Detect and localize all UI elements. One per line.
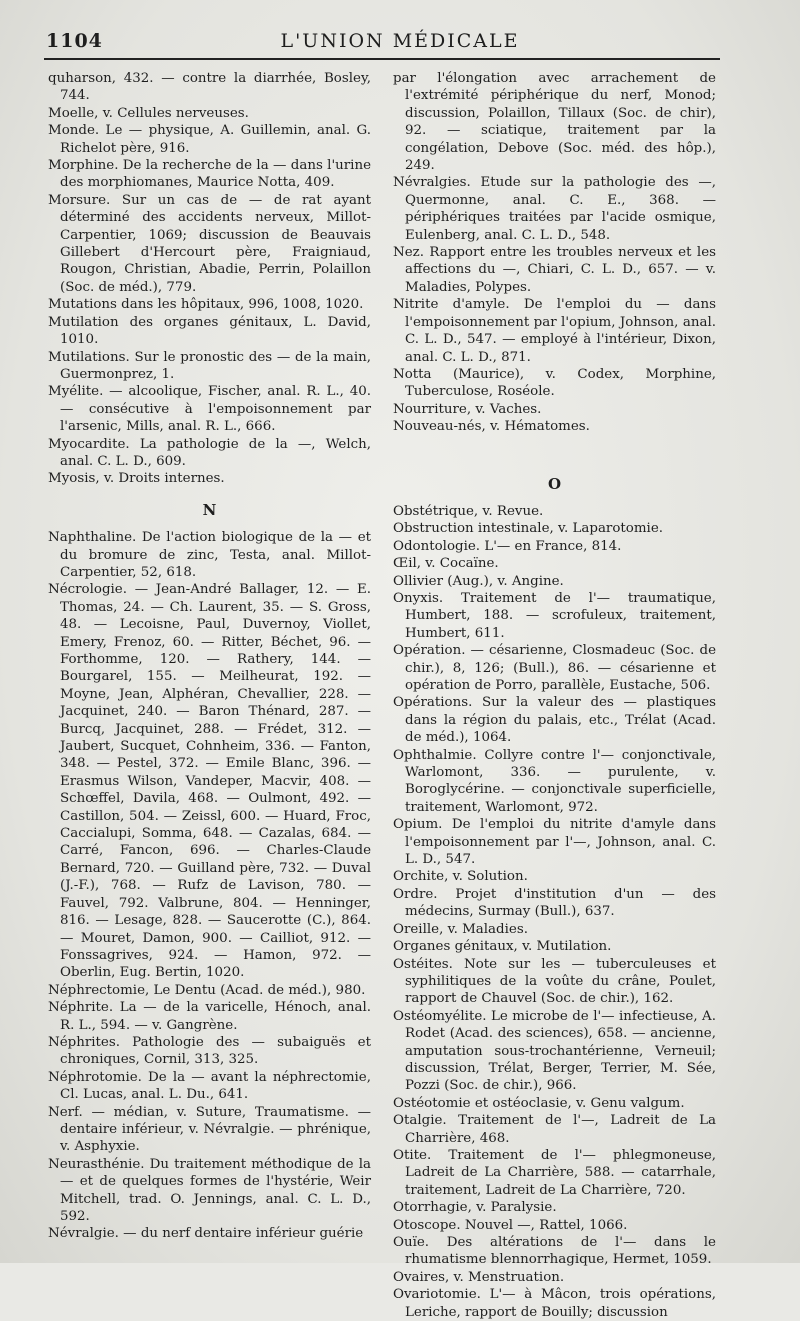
index-entry: Néphrectomie, Le Dentu (Acad. de méd.), 980. — [48, 982, 366, 998]
index-entry: Œil, v. Cocaïne. — [393, 556, 499, 572]
index-entry: Névralgies. Etude sur la pathologie des —, Quermonne, anal. C. E., 368. — périphériques traitées par l'acide osmique, Eulenberg, anal. C. L. D., 548. — [393, 175, 716, 243]
index-entry: Naphthaline. De l'action biologique de la — et du bromure de zinc, Testa, anal. Millot-Carpentier, 52, 618. — [48, 530, 371, 580]
section-letter-n: N — [202, 500, 217, 519]
index-entry: Mutilation des organes génitaux, L. David, 1010. — [48, 314, 371, 348]
index-entry: Mutilations. Sur le pronostic des — de la main, Guermonprez, 1. — [48, 349, 371, 382]
index-entry: Otite. Traitement de l'— phlegmoneuse, Ladreit de La Charrière, 588. — catarrhale, traitement, Ladreit de La Charrière, 720. — [393, 1147, 716, 1198]
index-entry: Nitrite d'amyle. De l'emploi du — dans l'empoisonnement par l'opium, Johnson, anal. C. L. D., 547. — employé à l'intérieur, Dixon, anal. C. L. D., 871. — [393, 297, 716, 365]
index-entry: Ostéotomie et ostéoclasie, v. Genu valgum. — [393, 1095, 685, 1111]
index-entry: Oreille, v. Maladies. — [393, 921, 528, 937]
index-entry: Nécrologie. — Jean-André Ballager, 12. — E. Thomas, 24. — Ch. Laurent, 35. — S. Gross, 48. — Lecoisne, Paul, Duvernoy, Viollet, Emery, Frenoz, 60. — Ritter, Béchet, 96. — Forthomme, 120. — Rathery, 144. — Bourgarel, 155. — Meilheurat, 192. — Moyne, Jean, Alphéran, Chevallier, 228. — Jacquinet, 240. — Baron Thénard, 287. — Burcq, Jacquinet, 288. — Frédet, 312. — Jaubert, Sucquet, Cohnheim, 336. — Fanton, 348. — Pestel, 372. — Emile Blanc, 396. — Erasmus Wilson, Vandeper, Macvir, 408. — Schœffel, Davila, 468. — Oulmont, 492. — Castillon, 504. — Zeissl, 600. — Huard, Froc, Caccialupi, Somma, 648. — Cazalas, 684. — Carré, Fancon, 696. — Charles-Claude Bernard, 720. — Guilland père, 732. — Duval (J.-F.), 768. — Rufz de Lavison, 780. — Fauvel, 792. Valbrune, 804. — Henninger, 816. — Lesage, 828. — Saucerotte (C.), 864. — Mouret, Damon, 900. — Cailliot, 912. — Fonssagrives, 924. — Hamon, 972. — Oberlin, Eug. Bertin, 1020. — [48, 582, 371, 981]
index-entry: Névralgie. — du nerf dentaire inférieur guérie — [48, 1226, 364, 1242]
index-entry: Nouveau-nés, v. Hématomes. — [393, 419, 590, 435]
index-entry: Ordre. Projet d'institution d'un — des médecins, Surmay (Bull.), 637. — [393, 886, 716, 920]
index-entry: Néphrotomie. De la — avant la néphrectomie, Cl. Lucas, anal. L. Du., 641. — [48, 1069, 371, 1103]
index-entry: Ovaires, v. Menstruation. — [393, 1269, 565, 1285]
index-entry: quharson, 432. — contre la diarrhée, Bosley, 744. — [48, 71, 371, 104]
index-entry: Morphine. De la recherche de la — dans l'urine des morphiomanes, Maurice Notta, 409. — [48, 158, 371, 191]
index-entry: Myocardite. La pathologie de la —, Welch, anal. C. L. D., 609. — [48, 436, 371, 469]
index-entry: Néphrites. Pathologie des — subaiguës et chroniques, Cornil, 313, 325. — [48, 1034, 371, 1068]
index-entry: Notta (Maurice), v. Codex, Morphine, Tuberculose, Roséole. — [393, 366, 716, 400]
index-entry: Opium. De l'emploi du nitrite d'amyle dans l'empoisonnement par l'—, Johnson, anal. C. L. D., 547. — [393, 817, 716, 868]
index-entry: Opérations. Sur la valeur des — plastiques dans la région du palais, etc., Trélat (Acad. de méd.), 1064. — [393, 695, 716, 746]
index-entry: Néphrite. La — de la varicelle, Hénoch, anal. R. L., 594. — v. Gangrène. — [48, 1000, 371, 1033]
journal-title: L'UNION MÉDICALE — [280, 30, 520, 52]
section-letter-o: O — [547, 474, 562, 493]
index-entry: Otoscope. Nouvel —, Rattel, 1066. — [393, 1217, 628, 1233]
index-entry: Ouïe. Des altérations de l'— dans le rhumatisme blennorrhagique, Hermet, 1059. — [393, 1235, 716, 1268]
index-entry: Morsure. Sur un cas de — de rat ayant déterminé des accidents nerveux, Millot-Carpentier, 1069; discussion de Beauvais Gillebert d'Hercourt père, Fraigniaud, Rougon, Christian, Abadie, Perrin, Polaillon (Soc. de méd.), 779. — [48, 192, 371, 295]
index-entry: Myosis, v. Droits internes. — [48, 471, 225, 487]
index-entry: Nerf. — médian, v. Suture, Traumatisme. — dentaire inférieur, v. Névralgie. — phrénique, v. Asphyxie. — [48, 1104, 371, 1155]
index-entry: Ophthalmie. Collyre contre l'— conjonctivale, Warlomont, 336. — purulente, v. Boroglycérine. — conjonctivale superficielle, traitement, Warlomont, 972. — [393, 747, 716, 815]
index-entry: Neurasthénie. Du traitement méthodique de la — et de quelques formes de l'hystérie, Weir Mitchell, trad. O. Jennings, anal. C. L. D., 592. — [48, 1156, 371, 1224]
index-entry: Opération. — césarienne, Closmadeuc (Soc. de chir.), 8, 126; (Bull.), 86. — césarienne et opération de Porro, parallèle, Eustache, 506. — [393, 643, 716, 693]
index-entry: Nourriture, v. Vaches. — [393, 401, 542, 417]
right-column — [393, 70, 716, 1321]
index-entry: Ostéomyélite. Le microbe de l'— infectieuse, A. Rodet (Acad. des sciences), 658. — ancienne, amputation sous-trochantérienne, Verneuil; discussion, Trélat, Berger, Terrier, M. Sée, Pozzi (Soc. de chir.), 966. — [393, 1008, 716, 1094]
index-entry: Obstruction intestinale, v. Laparotomie. — [393, 521, 663, 537]
index-entry: Ovariotomie. L'— à Mâcon, trois opérations, Leriche, rapport de Bouilly; discussion — [393, 1287, 716, 1320]
index-entry: Otalgie. Traitement de l'—, Ladreit de La Charrière, 468. — [393, 1113, 716, 1146]
left-column — [48, 70, 371, 1243]
index-entry: Nez. Rapport entre les troubles nerveux et les affections du —, Chiari, C. L. D., 657. — v. Maladies, Polypes. — [393, 245, 716, 295]
index-entry: Onyxis. Traitement de l'— traumatique, Humbert, 188. — scrofuleux, traitement, Humbert, 611. — [393, 590, 716, 641]
page-header — [36, 24, 764, 58]
index-entry: Organes génitaux, v. Mutilation. — [393, 939, 612, 955]
header-rule — [44, 58, 720, 60]
page-number: 1104 — [46, 30, 103, 52]
index-entry: Otorrhagie, v. Paralysie. — [393, 1200, 557, 1216]
index-entry: Mutations dans les hôpitaux, 996, 1008, 1020. — [48, 297, 364, 313]
index-entry: Moelle, v. Cellules nerveuses. — [48, 105, 249, 121]
index-entry: Odontologie. L'— en France, 814. — [393, 538, 622, 554]
index-entry: Ostéites. Note sur les — tuberculeuses et syphilitiques de la voûte du crâne, Poulet, rapport de Chauvel (Soc. de chir.), 162. — [393, 956, 716, 1007]
index-entry: Myélite. — alcoolique, Fischer, anal. R. L., 40. — consécutive à l'empoisonnement par l'arsenic, Mills, anal. R. L., 666. — [48, 384, 371, 435]
index-entry: Orchite, v. Solution. — [393, 869, 528, 885]
index-entry: par l'élongation avec arrachement de l'extrémité périphérique du nerf, Monod; discussion, Polaillon, Tillaux (Soc. de chir), 92. — sciatique, traitement par la congélation, Debove (Soc. méd. des hôp.), 249. — [393, 71, 716, 174]
index-entry: Obstétrique, v. Revue. — [393, 503, 544, 519]
index-entry: Monde. Le — physique, A. Guillemin, anal. G. Richelot père, 916. — [48, 123, 371, 156]
index-entry: Ollivier (Aug.), v. Angine. — [393, 573, 564, 589]
